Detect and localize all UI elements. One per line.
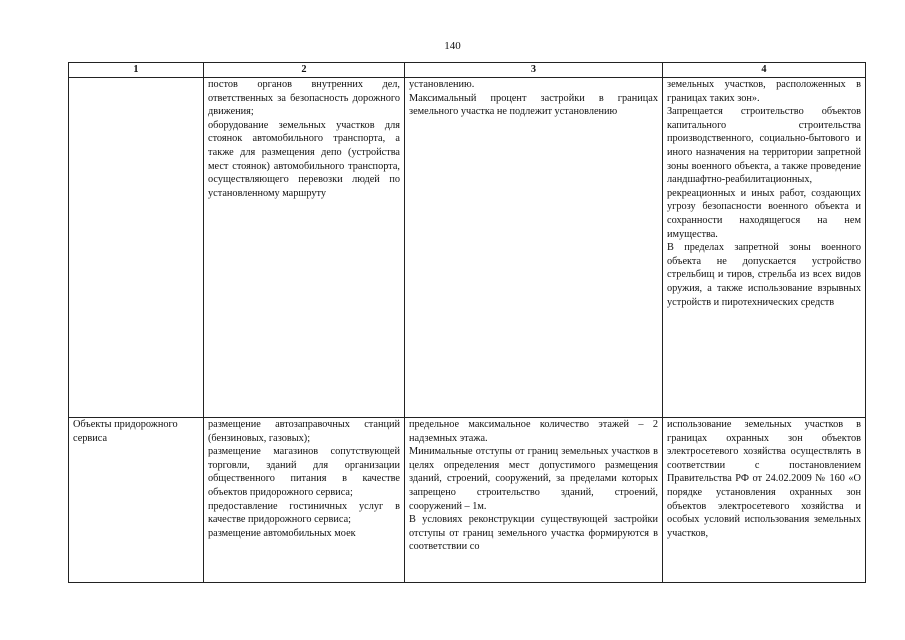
table-cell-permitted-use: [204, 78, 405, 418]
column-header-4: 4: [663, 63, 866, 78]
column-header-1: 1: [69, 63, 204, 78]
table-cell-object-type: [69, 78, 204, 418]
table-cell-restrictions: [663, 418, 866, 583]
cell-text: размещение автозаправочных станций (бензиновых, газовых); размещение магазинов сопутствующей торговли, зданий для организации общественного питания в качестве объектов придорожного сервиса; предоставление гостиничных услуг в качестве придорожного сервиса; размещение автомобильных моек: [208, 419, 400, 539]
cell-text: Объекты придорожного сервиса: [73, 419, 178, 444]
table-row: [69, 78, 866, 418]
cell-text: предельное максимальное количество этажей – 2 надземных этажа. Минимальные отступы от границ земельных участков в целях определения мест допустимого размещения зданий, строений, сооружений, за пределами которых запрещено строительство зданий, строений, сооружений – 1м. В условиях реконструкции существующей застройки отступы от границ земельного участка формируются в соответствии со: [409, 419, 658, 553]
cell-text: постов органов внутренних дел, ответственных за безопасность дорожного движения; оборудование земельных участков для стоянок автомобильного транспорта, а также для размещения депо (устройства мест стоянок) автомобильного транспорта, осуществляющего перевозки людей по установленному маршруту: [208, 79, 400, 199]
column-header-3: 3: [405, 63, 663, 78]
table-cell-permitted-use: [204, 418, 405, 583]
table-row: [69, 418, 866, 583]
table-header-row: [69, 63, 866, 78]
table-cell-restrictions: [663, 78, 866, 418]
cell-text: установлению. Максимальный процент застройки в границах земельного участка не подлежит установлению: [409, 79, 658, 118]
page-number: 140: [444, 40, 461, 52]
document-table: [68, 62, 866, 583]
table-cell-object-type: [69, 418, 204, 583]
table-cell-parameters: [405, 78, 663, 418]
table-cell-parameters: [405, 418, 663, 583]
cell-text: земельных участков, расположенных в границах таких зон». Запрещается строительство объектов капитального строительства производственного, социально-бытового и иного назначения на территории запретной зоны военного объекта, а также проведение ландшафтно-реабилитационных, рекреационных и иных работ, создающих угрозу безопасности военного объекта и сохранности находящегося на нем имущества. В пределах запретной зоны военного объекта не допускается устройство стрельбищ и тиров, стрельба из всех видов оружия, а также использование взрывных устройств и пиротехнических средств: [667, 79, 861, 308]
column-header-2: 2: [204, 63, 405, 78]
cell-text: использование земельных участков в границах охранных зон объектов электросетевого хозяйства осуществлять в соответствии с постановлением Правительства РФ от 24.02.2009 № 160 «О порядке установления охранных зон объектов электросетевого хозяйства и особых условий использования земельных участков,: [667, 419, 861, 539]
